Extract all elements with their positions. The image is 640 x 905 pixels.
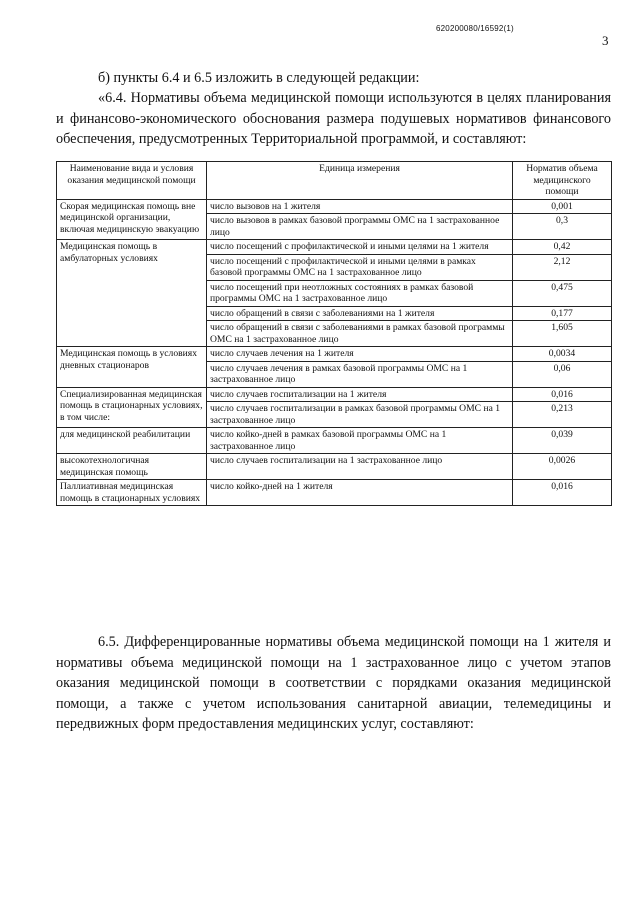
intro-line: б) пункты 6.4 и 6.5 изложить в следующей редакции: [98,70,420,86]
table-row [57,480,612,506]
unit-cell: число посещений при неотложных состояниях в рамках базовой программы ОМС на 1 застрахованное лицо [207,280,513,306]
unit-cell: число обращений в связи с заболеваниями на 1 жителя [207,306,513,321]
norm-value-cell: 2,12 [513,254,612,280]
norm-value-cell: 0,001 [513,199,612,214]
unit-cell: число случаев лечения в рамках базовой программы ОМС на 1 застрахованное лицо [207,361,513,387]
unit-cell: число случаев госпитализации на 1 жителя [207,387,513,402]
header-unit: Единица измерения [207,162,513,200]
unit-cell: число вызовов в рамках базовой программы ОМС на 1 застрахованное лицо [207,214,513,240]
table-row [57,347,612,362]
header-type: Наименование вида и условия оказания медицинской помощи [57,162,207,200]
care-type-cell: Скорая медицинская помощь вне медицинской организации, включая медицинскую эвакуацию [57,199,207,240]
unit-cell: число койко-дней на 1 жителя [207,480,513,506]
table-row [57,199,612,214]
table-row [57,240,612,255]
unit-cell: число посещений с профилактической и иными целями в рамках базовой программы ОМС на 1 застрахованное лицо [207,254,513,280]
norm-value-cell: 0,039 [513,428,612,454]
care-type-cell: Специализированная медицинская помощь в стационарных условиях, в том числе: [57,387,207,428]
table-header-row [57,162,612,200]
norm-value-cell: 0,0026 [513,454,612,480]
document-number: 620200080/16592(1) [436,24,514,33]
norm-value-cell: 0,06 [513,361,612,387]
norm-value-cell: 0,213 [513,402,612,428]
unit-cell: число посещений с профилактической и иными целями на 1 жителя [207,240,513,255]
norm-value-cell: 0,3 [513,214,612,240]
table-row [57,387,612,402]
paragraph-6-4: «6.4. Нормативы объема медицинской помощи используются в целях планирования и финансово-экономического обоснования размера подушевых нормативов финансового обеспечения, предусмотренных Территориальной программой, и составляют: [56,90,611,147]
norm-value-cell: 0,016 [513,387,612,402]
norm-value-cell: 1,605 [513,321,612,347]
unit-cell: число вызовов на 1 жителя [207,199,513,214]
paragraph-6-5: 6.5. Дифференцированные нормативы объема медицинской помощи на 1 жителя и нормативы объема медицинской помощи на 1 застрахованное лицо с учетом этапов оказания медицинской помощи в соответствии с порядками оказания медицинской помощи, а также с учетом использования санитарной авиации, телемедицины и передвижных форм предоставления медицинских услуг, составляют: [56,634,611,732]
norm-value-cell: 0,177 [513,306,612,321]
care-type-cell: для медицинской реабилитации [57,428,207,454]
table-row [57,428,612,454]
unit-cell: число случаев лечения на 1 жителя [207,347,513,362]
page-number: 3 [602,33,609,48]
care-type-cell: Медицинская помощь в условиях дневных стационаров [57,347,207,388]
unit-cell: число койко-дней в рамках базовой программы ОМС на 1 застрахованное лицо [207,428,513,454]
norms-table [56,161,612,506]
norm-value-cell: 0,016 [513,480,612,506]
norm-value-cell: 0,42 [513,240,612,255]
care-type-cell: Медицинская помощь в амбулаторных условиях [57,240,207,347]
unit-cell: число обращений в связи с заболеваниями в рамках базовой программы ОМС на 1 застрахованное лицо [207,321,513,347]
care-type-cell: Паллиативная медицинская помощь в стационарных условиях [57,480,207,506]
norm-value-cell: 0,475 [513,280,612,306]
header-norm: Норматив объема медицинского помощи [513,162,612,200]
table-row [57,454,612,480]
care-type-cell: высокотехнологичная медицинская помощь [57,454,207,480]
unit-cell: число случаев госпитализации в рамках базовой программы ОМС на 1 застрахованное лицо [207,402,513,428]
norm-value-cell: 0,0034 [513,347,612,362]
unit-cell: число случаев госпитализации на 1 застрахованное лицо [207,454,513,480]
